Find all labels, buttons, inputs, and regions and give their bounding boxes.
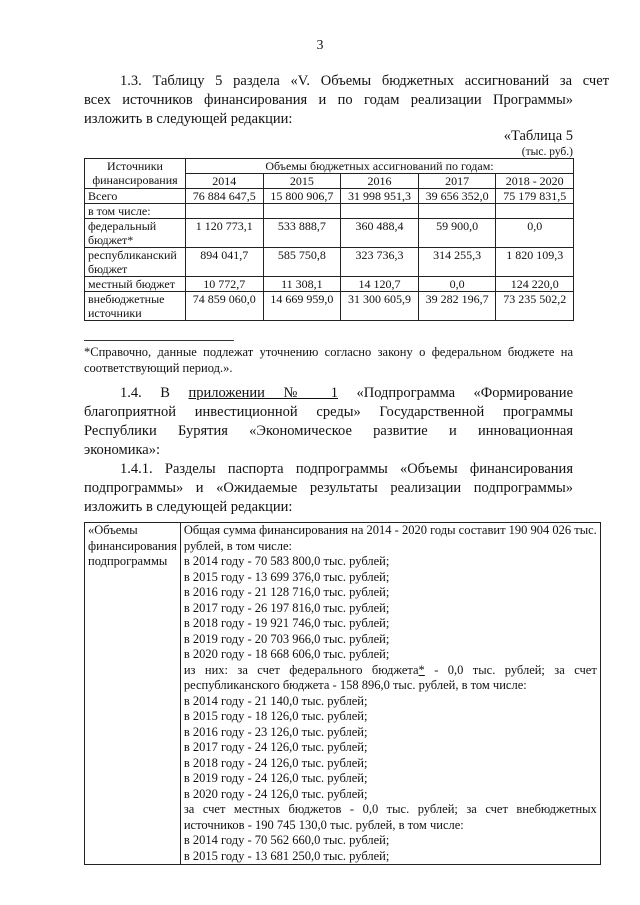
list-item: в 2014 году - 70 583 800,0 тыс. рублей;	[183, 554, 390, 568]
year-header: 2014	[186, 174, 264, 189]
list-item: в 2016 году - 21 128 716,0 тыс. рублей;	[183, 585, 390, 599]
year-header: 2017	[418, 174, 496, 189]
passport-label: «Объемы финансирования подпрограммы	[85, 523, 181, 865]
header-volumes: Объемы бюджетных ассигнований по годам:	[186, 159, 574, 174]
row-label: внебюджетные источники	[85, 292, 186, 321]
cell-value	[496, 204, 574, 219]
cell-value: 314 255,3	[418, 248, 496, 277]
list-item: в 2014 году - 70 562 660,0 тыс. рублей;	[183, 833, 390, 847]
list-item: в 2018 году - 24 126,0 тыс. рублей;	[183, 755, 368, 770]
footnote-marker: *	[418, 662, 425, 677]
cell-value: 894 041,7	[186, 248, 264, 277]
row-label: республиканский бюджет	[85, 248, 186, 277]
year-header: 2016	[341, 174, 419, 189]
table-row	[85, 277, 574, 292]
cell-value: 585 750,8	[263, 248, 341, 277]
text-line: Республики Бурятия «Экономическое развитие и инновационная	[84, 423, 573, 439]
table-unit: (тыс. руб.)	[521, 146, 573, 158]
cell-value: 31 300 605,9	[341, 292, 419, 321]
cell-value: 360 488,4	[341, 219, 419, 248]
cell-value: 76 884 647,5	[186, 189, 264, 204]
cell-value: 75 179 831,5	[496, 189, 574, 204]
table-row	[85, 219, 574, 248]
text-line: Общая сумма финансирования на 2014 - 2020 годы составит 190 904 026 тыс.	[183, 523, 597, 537]
text-line	[84, 384, 573, 403]
text-line: рублей, в том числе:	[183, 538, 292, 553]
list-item: в 2017 году - 26 197 816,0 тыс. рублей;	[183, 600, 390, 615]
table-row	[85, 204, 574, 219]
cell-value: 15 800 906,7	[263, 189, 341, 204]
cell-value: 10 772,7	[186, 277, 264, 292]
text-line: изложить в следующей редакции:	[84, 499, 293, 515]
cell-value: 0,0	[496, 219, 574, 248]
list-item: в 2015 году - 13 699 376,0 тыс. рублей;	[183, 569, 390, 584]
list-item: в 2017 году - 24 126,0 тыс. рублей;	[183, 740, 368, 754]
cell-value: 533 888,7	[263, 219, 341, 248]
list-item: в 2019 году - 20 703 966,0 тыс. рублей;	[183, 631, 390, 646]
page-number: 3	[316, 38, 324, 53]
text-line: всех источников финансирования и по годам реализации Программы»	[84, 92, 573, 108]
table-row	[85, 292, 574, 321]
text-part: 1.4. В	[120, 385, 189, 401]
list-item: в 2019 году - 24 126,0 тыс. рублей;	[183, 771, 368, 785]
list-item: в 2014 году - 21 140,0 тыс. рублей;	[183, 693, 368, 708]
passport-content	[180, 523, 600, 865]
cell-value	[418, 204, 496, 219]
cell-value: 1 820 109,3	[496, 248, 574, 277]
text-line: экономика»:	[84, 442, 160, 458]
text-line: республиканского бюджета - 158 896,0 тыс. рублей, в том числе:	[183, 678, 527, 692]
footnote	[84, 344, 573, 376]
list-item: в 2020 году - 18 668 606,0 тыс. рублей;	[183, 647, 390, 661]
footnote-line: соответствующий период.».	[84, 361, 233, 375]
list-item: в 2015 году - 13 681 250,0 тыс. рублей;	[183, 848, 390, 863]
footnote-line: *Справочно, данные подлежат уточнению согласно закону о федеральном бюджете на	[84, 345, 573, 359]
list-item: в 2016 году - 23 126,0 тыс. рублей;	[183, 724, 368, 739]
cell-value	[186, 204, 264, 219]
cell-value: 14 669 959,0	[263, 292, 341, 321]
appendix-link: приложении № 1	[188, 385, 338, 401]
table-row	[85, 248, 574, 277]
footnote-separator	[84, 340, 234, 341]
cell-value: 74 859 060,0	[186, 292, 264, 321]
list-item: в 2020 году - 24 126,0 тыс. рублей;	[183, 786, 368, 801]
cell-value: 1 120 773,1	[186, 219, 264, 248]
text-line: за счет местных бюджетов - 0,0 тыс. рублей; за счет внебюджетных	[183, 802, 597, 816]
cell-value	[263, 204, 341, 219]
text-line: 1.4.1. Разделы паспорта подпрограммы «Объемы финансирования	[120, 461, 573, 477]
cell-value: 39 282 196,7	[418, 292, 496, 321]
cell-value: 14 120,7	[341, 277, 419, 292]
text-part: - 0,0 тыс. рублей; за счет	[424, 662, 597, 677]
passport-table	[84, 522, 601, 865]
cell-value: 39 656 352,0	[418, 189, 496, 204]
table-caption: «Таблица 5	[503, 128, 573, 144]
row-label: федеральный бюджет*	[85, 219, 186, 248]
section-1-3-paragraph	[84, 72, 609, 91]
section-1-4-paragraph	[84, 384, 573, 460]
text-line: благоприятной инвестиционной среды» Государственной программы	[84, 404, 573, 420]
text-line: источников - 190 745 130,0 тыс. рублей, в том числе:	[183, 817, 464, 832]
cell-value: 73 235 502,2	[496, 292, 574, 321]
year-header: 2018 - 2020	[496, 174, 574, 189]
cell-value: 31 998 951,3	[341, 189, 419, 204]
cell-value: 59 900,0	[418, 219, 496, 248]
table-row	[85, 189, 574, 204]
text-line: изложить в следующей редакции:	[84, 111, 293, 127]
text-part: «Подпрограмма «Формирование	[337, 385, 574, 401]
text-line: 1.3. Таблицу 5 раздела «V. Объемы бюджетных ассигнований за счет	[120, 73, 609, 89]
cell-value: 11 308,1	[263, 277, 341, 292]
row-label: в том числе:	[85, 204, 186, 219]
section-1-4-1-paragraph	[84, 460, 573, 517]
list-item: в 2018 году - 19 921 746,0 тыс. рублей;	[183, 616, 390, 630]
header-source: Источники финансирования	[85, 159, 186, 189]
cell-value: 124 220,0	[496, 277, 574, 292]
budget-table	[84, 158, 574, 321]
text-part: из них: за счет федерального бюджета	[183, 662, 419, 677]
text-line	[184, 663, 597, 679]
cell-value	[341, 204, 419, 219]
cell-value: 323 736,3	[341, 248, 419, 277]
section-1-3-paragraph-cont	[84, 91, 573, 129]
cell-value: 0,0	[418, 277, 496, 292]
row-label: местный бюджет	[85, 277, 186, 292]
list-item: в 2015 году - 18 126,0 тыс. рублей;	[183, 709, 368, 723]
text-line: подпрограммы» и «Ожидаемые результаты реализации подпрограммы»	[84, 480, 573, 496]
row-label: Всего	[85, 189, 186, 204]
year-header: 2015	[263, 174, 341, 189]
